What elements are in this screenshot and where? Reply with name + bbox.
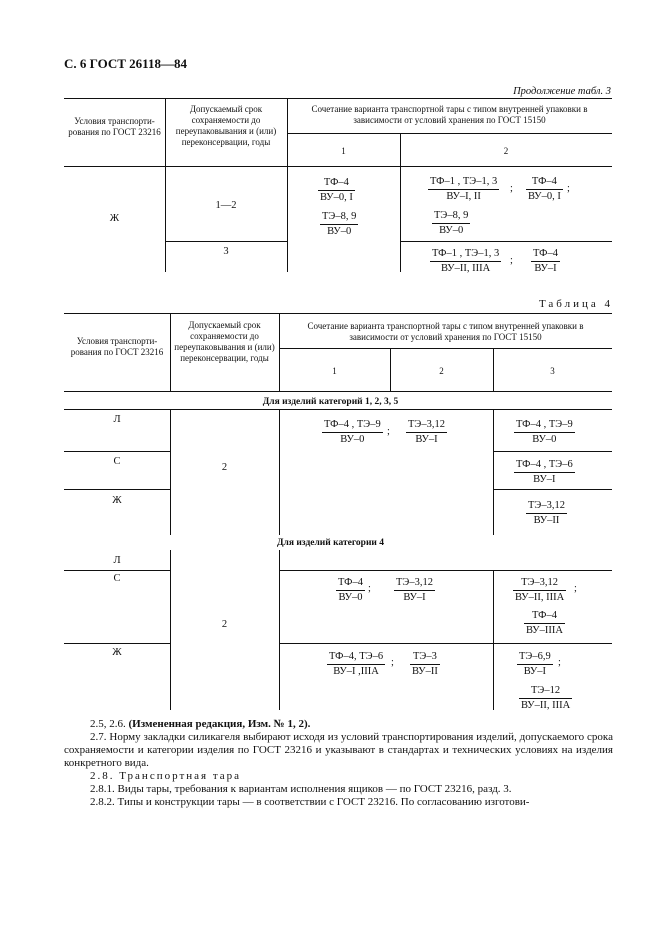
t4-fraction: ТЭ–3,12 ВУ–II xyxy=(528,500,565,526)
t4-s2-condition: С xyxy=(113,573,121,584)
t4-header-combination: Сочетание варианта транспортной тары с типом внутренней упаковки в зависимости от условий хранения по ГОСТ 15150 xyxy=(307,321,584,342)
t4-s2-period: 2 xyxy=(221,619,228,630)
t4-s1-period: 2 xyxy=(221,462,228,473)
t4-s1-condition: Ж xyxy=(112,495,122,506)
t3-fraction: ТФ–4 ВУ–0, I xyxy=(320,177,353,203)
t3-header-period: Допускаемый срок сохраняемости до переупаковывания и (или) переконсервации, годы xyxy=(175,104,277,147)
t4-subheader-2: 2 xyxy=(439,366,444,376)
t4-s1-condition: Л xyxy=(113,414,121,425)
t4-s2-condition: Л xyxy=(113,555,121,566)
paragraph-2-5: 2.5, 2.6. (Измененная редакция, Изм. № 1, 2). xyxy=(90,718,311,730)
continuation-label: Продолжение табл. 3 xyxy=(513,86,611,97)
t4-fraction: ТФ–4 , ТЭ–6 ВУ–I xyxy=(516,459,573,485)
t4-header-period: Допускаемый срок сохраняемости до переупаковывания и (или) переконсервации, годы xyxy=(174,320,275,363)
t4-fraction: ТЭ–3,12 ВУ–I xyxy=(396,577,433,603)
t4-s1-condition: С xyxy=(113,456,121,467)
t4-subheader-3: 3 xyxy=(550,366,555,376)
t3-header-conditions: Условия транспорти-рования по ГОСТ 23216 xyxy=(68,116,161,137)
t4-fraction: ТЭ–6,9 ВУ–I xyxy=(519,651,551,677)
t3-fraction: ТЭ–8, 9 ВУ–0 xyxy=(434,210,469,236)
paragraph-2-7: 2.7. Норму закладки силикагеля выбирают исходя из условий транспортирования изделий, допускаемого срока сохраняемости и категории изделия по ГОСТ 23216 и указывают в стандартах и технических условиях на изделия конкретного вида. xyxy=(64,731,613,769)
t3-subheader-2: 2 xyxy=(503,146,509,156)
paragraph-2-8: 2.8. Транспортная тара xyxy=(90,770,242,782)
t3-period-1: 1—2 xyxy=(215,200,237,211)
t4-fraction: ТЭ–3,12 ВУ–II, IIIА xyxy=(515,577,565,603)
t3-fraction: ТЭ–8, 9 ВУ–0 xyxy=(322,211,357,237)
t3-header-combination: Сочетание варианта транспортной тары с типом внутренней упаковки в зависимости от условий хранения по ГОСТ 15150 xyxy=(311,104,588,125)
t4-fraction: ТЭ–12 ВУ–II, IIIА xyxy=(521,685,571,711)
t4-fraction: ТФ–4, ТЭ–6 ВУ–I ,IIIА xyxy=(329,651,384,677)
t4-fraction: ТФ–4 , ТЭ–9 ВУ–0 xyxy=(516,419,573,445)
t3-fraction: ТФ–1 , ТЭ–1, 3 ВУ–I, II xyxy=(430,176,498,202)
t4-fraction: ТЭ–3,12 ВУ–I xyxy=(408,419,445,445)
t4-fraction: ТЭ–3 ВУ–II xyxy=(412,651,438,677)
paragraph-2-8-1: 2.8.1. Виды тары, требования к вариантам исполнения ящиков — по ГОСТ 23216, разд. 3. xyxy=(90,783,512,795)
t4-subheader-1: 1 xyxy=(332,366,337,376)
t4-s2-condition: Ж xyxy=(112,647,122,658)
t4-fraction: ТФ–4 ВУ–IIIА xyxy=(526,610,563,636)
t3-fraction: ТФ–4 ВУ–0, I xyxy=(528,176,561,202)
table4-title: Таблица 4 xyxy=(538,298,613,310)
paragraph-2-8-2: 2.8.2. Типы и конструкции тары — в соответствии с ГОСТ 23216. По согласованию изготови- xyxy=(90,796,530,808)
t3-fraction: ТФ–4 ВУ–I xyxy=(533,248,558,274)
t3-period-2: 3 xyxy=(223,246,229,257)
t4-fraction: ТФ–4 ВУ–0 xyxy=(338,577,363,603)
t4-section1-title: Для изделий категорий 1, 2, 3, 5 xyxy=(262,397,399,407)
t4-section2-title: Для изделий категории 4 xyxy=(276,538,385,548)
t4-header-conditions: Условия транспорти-рования по ГОСТ 23216 xyxy=(70,336,164,357)
page-header: С. 6 ГОСТ 26118—84 xyxy=(64,56,187,71)
t3-condition: Ж xyxy=(109,213,120,224)
t3-fraction: ТФ–1 , ТЭ–1, 3 ВУ–II, IIIА xyxy=(432,248,500,274)
t4-fraction: ТФ–4 , ТЭ–9 ВУ–0 xyxy=(324,419,381,445)
t3-subheader-1: 1 xyxy=(341,146,346,156)
